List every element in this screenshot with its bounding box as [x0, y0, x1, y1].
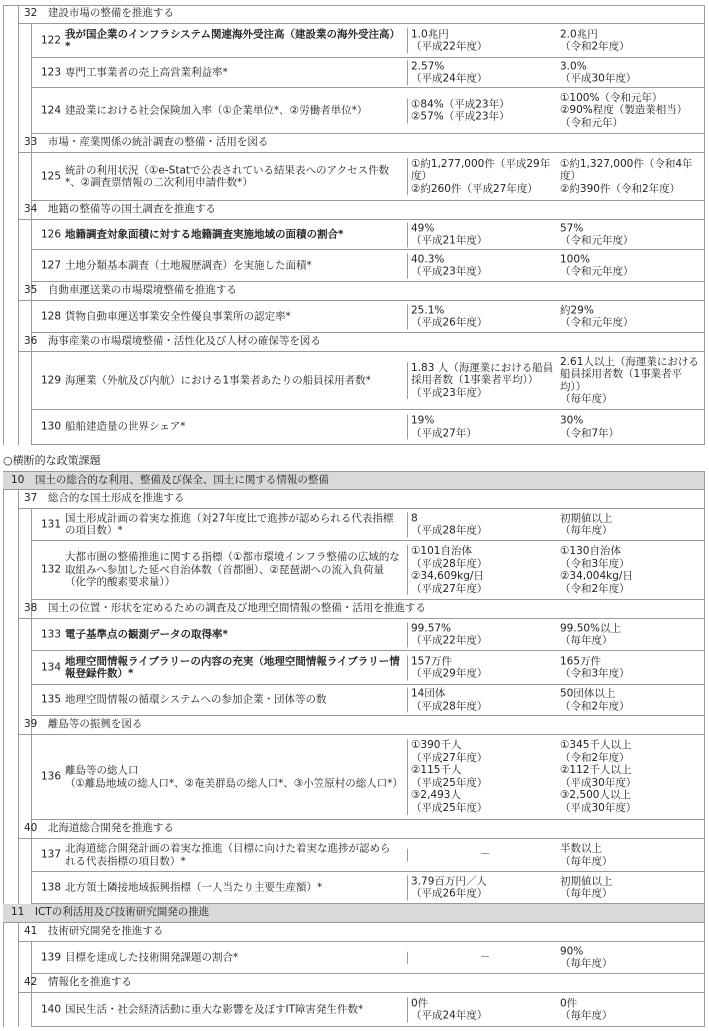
baseline-value: 1.0兆円 （平成22年度）: [407, 28, 559, 53]
measure-number: 131: [40, 518, 61, 531]
measure-row-136: [31, 735, 704, 820]
baseline-value: 25.1% （平成26年度）: [407, 304, 559, 329]
baseline-value: 1.83 人（海運業における船員採用者数（1事業者平均）） （平成23年度）: [407, 362, 559, 400]
measure-text: 国土形成計画の着実な推進（対27年度比で進捗が認められる代表指標の項目数）*: [65, 511, 394, 537]
measure-row-135: [31, 685, 704, 716]
measure-text: 地理空間情報ライブラリーの内容の充実（地理空間情報ライブラリー情報登録件数）*: [65, 654, 400, 680]
section-header: 41 技術研究開発を推進する: [18, 923, 704, 942]
baseline-value: 2.57% （平成24年度）: [407, 60, 559, 85]
measure-text: 地籍調査対象面積に対する地籍調査実施地域の面積の割合*: [65, 228, 344, 241]
target-value: 99.50%以上 （毎年度）: [560, 621, 622, 647]
measure-row-133: [31, 619, 704, 651]
section-header: 33 市場・産業関係の統計調査の整備・活用を図る: [18, 134, 704, 153]
baseline-value: ①84%（平成23年） ②57%（平成23年）: [407, 98, 559, 123]
baseline-value: 3.79百万円／人 （平成26年度）: [407, 875, 559, 900]
target-value: 165万件 （令和3年度）: [560, 654, 630, 680]
policy-header: 11 ICTの利活用及び技術研究開発の推進: [3, 904, 704, 923]
baseline-value: 8 （平成28年度）: [407, 512, 559, 537]
target-value: ①130自治体 （令和3年度） ②34,004kg/日 （令和2年度）: [560, 544, 633, 595]
baseline-value: 99.57% （平成22年度）: [407, 622, 559, 647]
section-header: 32 建設市場の整備を推進する: [18, 5, 704, 24]
target-value: 初期値以上 （毎年度）: [560, 874, 613, 900]
measure-row-124: [31, 88, 704, 134]
indent-line-1: [18, 5, 19, 445]
baseline-value: ①101自治体 （平成28年度） ②34,609kg/日 （平成27年度）: [407, 545, 559, 595]
measure-number: 132: [40, 563, 61, 576]
baseline-value: 40.3% （平成23年度）: [407, 253, 559, 278]
target-value: ①100%（令和元年） ②90%程度（製造業相当） （令和元年）: [560, 91, 688, 129]
measure-number: 124: [40, 104, 61, 117]
baseline-value: 0件 （平成24年度）: [407, 997, 559, 1022]
measure-row-140: [31, 993, 704, 1027]
section-header: 35 自動車運送業の市場環境整備を推進する: [18, 282, 704, 301]
measure-row-122: [31, 24, 704, 58]
measure-text: 船舶建造量の世界シェア*: [65, 420, 186, 433]
measure-row-138: [31, 872, 704, 904]
measure-number: 136: [40, 770, 61, 783]
target-value: 2.0兆円 （令和2年度）: [560, 27, 630, 53]
measure-row-126: [31, 220, 704, 250]
baseline-value: ①約1,277,000件（平成29年度） ②約260件（平成27年度）: [407, 158, 559, 196]
baseline-value: －: [407, 849, 559, 862]
section-header: 37 総合的な国土形成を推進する: [18, 490, 704, 509]
measure-number: 127: [40, 259, 61, 272]
baseline-value: ①390千人 （平成27年度） ②115千人 （平成25年度） ③2,493人 （平成25年度）: [407, 739, 559, 815]
measure-row-123: [31, 58, 704, 88]
measure-text: 離島等の総人口 （①離島地域の総人口*、②奄美群島の総人口*、③小笠原村の総人口*）: [65, 764, 403, 789]
section-header: 38 国土の位置・形状を定めるための調査及び地理空間情報の整備・活用を推進する: [18, 600, 704, 619]
measure-number: 123: [40, 66, 61, 79]
cross-cutting-heading: ○横断的な政策課題: [3, 454, 101, 467]
measure-text: 目標を達成した技術開発課題の割合*: [65, 951, 239, 964]
measure-text: 国民生活・社会経済活動に重大な影響を及ぼすIT障害発生件数*: [65, 1003, 364, 1016]
target-value: 2.61人以上（海運業における船員採用者数（1事業者平均）） （毎年度）: [560, 355, 699, 406]
measure-text: 土地分類基本調査（土地履歴調査）を実施した面積*: [65, 259, 312, 272]
measure-row-125: [31, 153, 704, 201]
measure-number: 139: [40, 951, 61, 964]
target-value: 初期値以上 （毎年度）: [560, 511, 613, 537]
measure-row-134: [31, 651, 704, 685]
measure-number: 140: [40, 1003, 61, 1016]
measure-row-137: [31, 839, 704, 872]
measure-row-130: [31, 410, 704, 445]
indent-line-3: [18, 490, 19, 904]
section-header: 39 離島等の振興を図る: [18, 716, 704, 735]
target-value: 約29% （令和元年度）: [560, 303, 634, 329]
measure-row-129: [31, 352, 704, 410]
baseline-value: 49% （平成21年度）: [407, 222, 559, 247]
measure-number: 122: [40, 34, 61, 47]
target-value: 0件 （毎年度）: [560, 996, 613, 1022]
measure-number: 125: [40, 170, 61, 183]
measure-number: 138: [40, 881, 61, 894]
baseline-value: 19% （平成27年）: [407, 414, 559, 439]
measure-text: 貨物自動車運送事業安全性優良事業所の認定率*: [65, 310, 291, 323]
measure-text: 北方領土隣接地域振興指標（一人当たり主要生産額）*: [65, 881, 323, 894]
measure-number: 128: [40, 310, 61, 323]
target-value: 90% （毎年度）: [560, 944, 613, 970]
section-header: 34 地籍の整備等の国土調査を推進する: [18, 201, 704, 220]
policy-header: 10 国土の総合的な利用、整備及び保全、国土に関する情報の整備: [3, 471, 704, 490]
measure-text: 我が国企業のインフラシステム関連海外受注高（建設業の海外受注高）*: [65, 27, 400, 53]
baseline-value: 14団体 （平成28年度）: [407, 687, 559, 712]
target-value: ①約1,327,000件（令和4年度） ②約390件（令和2年度）: [560, 157, 693, 195]
measure-text: 統計の利用状況（①e-Statで公表されている結果表へのアクセス件数*、②調査票情報の二次利用申請件数*）: [65, 163, 390, 189]
measure-row-128: [31, 301, 704, 333]
measure-text: 地理空間情報の循環システムへの参加企業・団体等の数: [65, 693, 327, 706]
target-value: 50団体以上 （令和2年度）: [560, 687, 630, 712]
measure-number: 135: [40, 693, 61, 706]
section-header: 40 北海道総合開発を推進する: [18, 820, 704, 839]
measure-number: 134: [40, 661, 61, 674]
target-value: 57% （令和元年度）: [560, 221, 634, 247]
measure-number: 130: [40, 420, 61, 433]
measure-text: 北海道総合開発計画の着実な推進（目標に向けた着実な進捗が認められる代表指標の項目数）*: [65, 842, 391, 867]
frame-left-line-2: [3, 471, 4, 1027]
measure-number: 133: [40, 628, 61, 641]
target-value: 3.0% （平成30年度）: [560, 59, 637, 85]
frame-left-line-1: [3, 5, 4, 445]
target-value: 30% （令和7年）: [560, 414, 620, 439]
measure-text: 海運業（外航及び内航）における1事業者あたりの船員採用者数*: [65, 374, 371, 387]
measure-number: 129: [40, 374, 61, 387]
measure-text: 建設業における社会保険加入率（①企業単位*、②労働者単位*）: [65, 104, 368, 117]
measure-text: 専門工事業者の売上高営業利益率*: [65, 66, 228, 79]
baseline-value: 157万件 （平成29年度）: [407, 655, 559, 680]
measure-text: 大都市圏の整備推進に関する指標（①都市環境インフラ整備の広域的な取組みへ参加した延べ自治体数（首都圏）、②琵琶湖への流入負荷量（化学的酸素要求量））: [65, 551, 400, 589]
measure-row-131: [31, 509, 704, 541]
section-header: 36 海事産業の市場環境整備・活性化及び人材の確保等を図る: [18, 333, 704, 352]
measure-row-127: [31, 250, 704, 282]
section-header: 42 情報化を推進する: [18, 974, 704, 993]
baseline-value: －: [407, 951, 559, 964]
measure-number: 137: [40, 848, 61, 861]
measure-row-139: [31, 942, 704, 974]
measure-number: 126: [40, 228, 61, 241]
target-value: 半数以上 （毎年度）: [560, 842, 613, 867]
measure-text: 電子基準点の観測データの取得率*: [65, 628, 228, 641]
measure-row-132: [31, 541, 704, 600]
target-value: 100% （令和元年度）: [560, 252, 634, 278]
target-value: ①345千人以上 （令和2年度） ②112千人以上 （平成30年度） ③2,500人以上 （平成30年度）: [560, 739, 637, 815]
